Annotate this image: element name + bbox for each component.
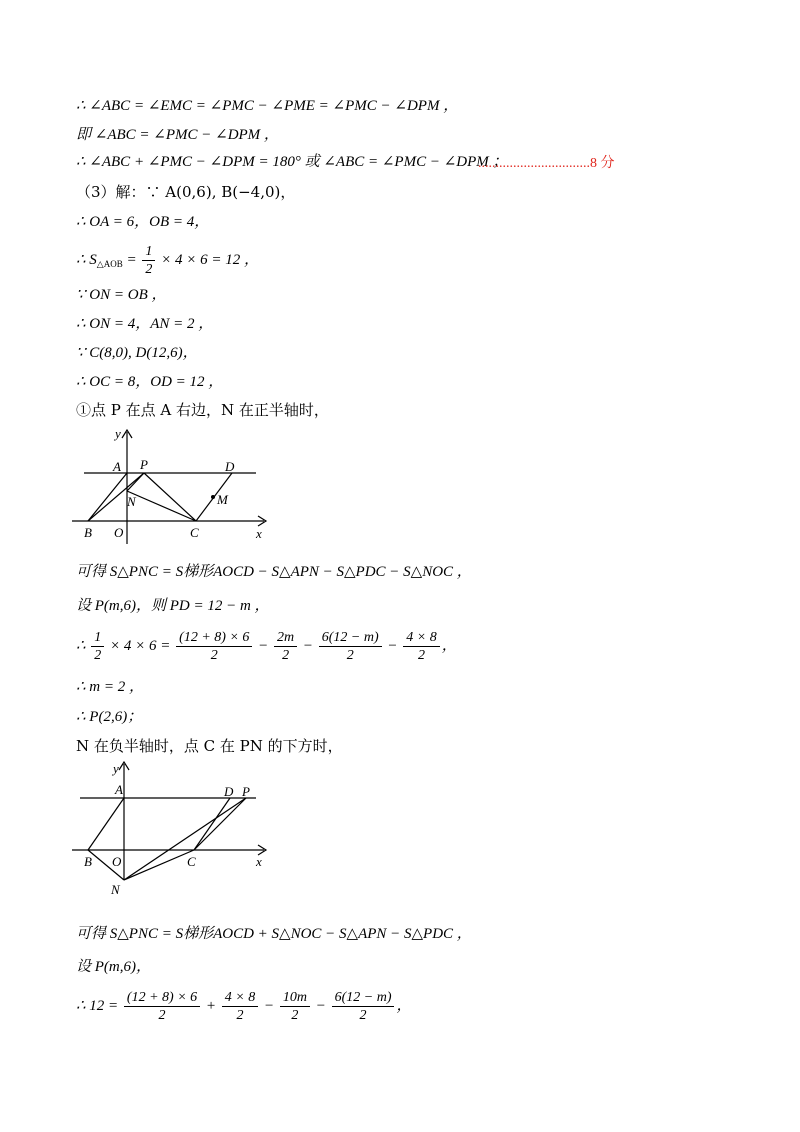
- area-rest: × 4 × 6 = 12 ，: [157, 252, 259, 268]
- point-m-dot: [211, 495, 215, 499]
- fraction-num: 1: [142, 243, 155, 261]
- label-x-2: x: [256, 854, 262, 869]
- segment-ba-2: [88, 798, 124, 850]
- eq2-frac-2: [222, 989, 258, 1024]
- label-p: P: [140, 457, 148, 472]
- segment-ba: [88, 473, 127, 521]
- on-an-line: ∴ ON = 4，AN = 2 ，: [76, 316, 214, 332]
- eq1-frac-2: [176, 629, 252, 664]
- fraction-den: 2: [145, 262, 153, 278]
- label-o: O: [114, 525, 124, 540]
- eq2-frac-4: [332, 989, 395, 1024]
- area-eq: =: [122, 252, 141, 268]
- label-b: B: [84, 525, 92, 540]
- area-relation-2: 可得 S△PNC = S梯形AOCD + S△NOC − S△APN − S△PDC ，: [76, 926, 472, 942]
- fraction-half: [142, 243, 155, 278]
- label-y-2: y: [113, 761, 119, 776]
- score-marker: ................................8 分: [478, 156, 615, 171]
- proof-line-1: ∴ ∠ABC = ∠EMC = ∠PMC − ∠PME = ∠PMC − ∠DPM ，: [76, 98, 459, 114]
- equation-2: ∴ 12 = $\frac{(12 + 8) \times 6}{2}$ + $\frac{4 \times 8}{2}$ − $\frac{10m}{2}$ − $\frac{6(12 - m)}{2}$ ，: [76, 990, 412, 1024]
- eq1-f1-den: 2: [94, 648, 102, 664]
- eq2-f4-num: 6(12 − m): [332, 989, 395, 1007]
- label-n-2: N: [111, 882, 120, 897]
- eq1-f4-num: 6(12 − m): [319, 629, 382, 647]
- equation-1: ∴ $\frac{1}{2}$ × 4 × 6 = $\frac{(12 + 8) \times 6}{2}$ − $\frac{2m}{2}$ − $\frac{6(12 - m)}{2}$ − $\frac{4 \times 8}{2}$ ，: [76, 630, 457, 664]
- eq2-prefix: ∴ 12 =: [76, 998, 122, 1014]
- eq1-frac-5: [403, 629, 439, 664]
- eq1-f2-num: (12 + 8) × 6: [176, 629, 252, 647]
- figure-1-diagram: [66, 424, 276, 546]
- part3-header: （3）解：∵ A(0,6), B(−4,0)，: [76, 183, 296, 201]
- eq2-frac-3: [280, 989, 310, 1024]
- segment-np: [127, 473, 144, 491]
- label-o-2: O: [112, 854, 122, 869]
- label-n: N: [127, 494, 136, 509]
- label-x: x: [256, 526, 262, 541]
- set-p-line-2: 设 P(m,6)，: [76, 959, 151, 975]
- case1-header: ①点 P 在点 A 右边，N 在正半轴时，: [76, 401, 329, 419]
- label-d: D: [225, 459, 235, 474]
- segment-cd-2: [194, 798, 230, 850]
- area-prefix: ∴ S: [76, 252, 97, 268]
- eq1-frac-4: [319, 629, 382, 664]
- set-p-line-1: 设 P(m,6)，则 PD = 12 − m ，: [76, 598, 270, 614]
- area-relation-1: 可得 S△PNC = S梯形AOCD − S△APN − S△PDC − S△NOC ，: [76, 564, 472, 580]
- eq2-f2-den: 2: [236, 1008, 244, 1024]
- eq1-f3-den: 2: [282, 648, 290, 664]
- eq1-f3-num: 2m: [274, 629, 297, 647]
- segment-cp-2: [194, 798, 246, 850]
- eq1-prefix: ∴: [76, 638, 90, 654]
- label-a-2: A: [115, 782, 123, 797]
- eq2-f1-num: (12 + 8) × 6: [124, 989, 200, 1007]
- eq1-end: ，: [441, 638, 457, 654]
- c-d-coords-line: ∵ C(8,0), D(12,6)，: [76, 345, 198, 361]
- label-y: y: [115, 426, 121, 441]
- p-result-line: ∴ P(2,6)；: [76, 709, 143, 725]
- eq2-frac-1: [124, 989, 200, 1024]
- oc-od-line: ∴ OC = 8，OD = 12 ，: [76, 374, 224, 390]
- proof-line-2: 即 ∠ABC = ∠PMC − ∠DPM ，: [76, 127, 279, 143]
- eq1-mid: × 4 × 6 =: [106, 638, 175, 654]
- eq2-f1-den: 2: [158, 1008, 166, 1024]
- figure-2-diagram: [66, 760, 276, 898]
- label-c: C: [190, 525, 199, 540]
- label-p-2: P: [242, 784, 250, 799]
- label-d-2: D: [224, 784, 234, 799]
- m-value-line: ∴ m = 2 ，: [76, 679, 144, 695]
- eq2-end: ，: [396, 998, 412, 1014]
- segment-pc: [144, 473, 196, 521]
- case2-header: N 在负半轴时，点 C 在 PN 的下方时，: [76, 737, 343, 755]
- label-m: M: [217, 492, 228, 507]
- on-ob-line: ∵ ON = OB ，: [76, 287, 167, 303]
- eq1-f1-num: 1: [91, 629, 104, 647]
- label-a: A: [113, 459, 121, 474]
- eq1-f4-den: 2: [346, 648, 354, 664]
- eq1-frac-3: [274, 629, 297, 664]
- eq1-f5-num: 4 × 8: [403, 629, 439, 647]
- proof-line-3: ∴ ∠ABC + ∠PMC − ∠DPM = 180° 或 ∠ABC = ∠PMC − ∠DPM ；: [76, 154, 508, 170]
- eq1-frac-1: [91, 629, 104, 664]
- eq2-f3-den: 2: [291, 1008, 299, 1024]
- eq2-f3-num: 10m: [280, 989, 310, 1007]
- eq1-f2-den: 2: [210, 648, 218, 664]
- label-c-2: C: [187, 854, 196, 869]
- segment-nc: [127, 491, 196, 521]
- area-aob-line: [76, 242, 259, 282]
- oa-ob-line: ∴ OA = 6，OB = 4，: [76, 214, 210, 230]
- eq2-f2-num: 4 × 8: [222, 989, 258, 1007]
- segment-nc-2: [124, 850, 194, 880]
- segment-np-2: [124, 798, 246, 880]
- label-b-2: B: [84, 854, 92, 869]
- area-subscript: △AOB: [96, 259, 123, 269]
- eq2-f4-den: 2: [359, 1008, 367, 1024]
- eq1-f5-den: 2: [418, 648, 425, 664]
